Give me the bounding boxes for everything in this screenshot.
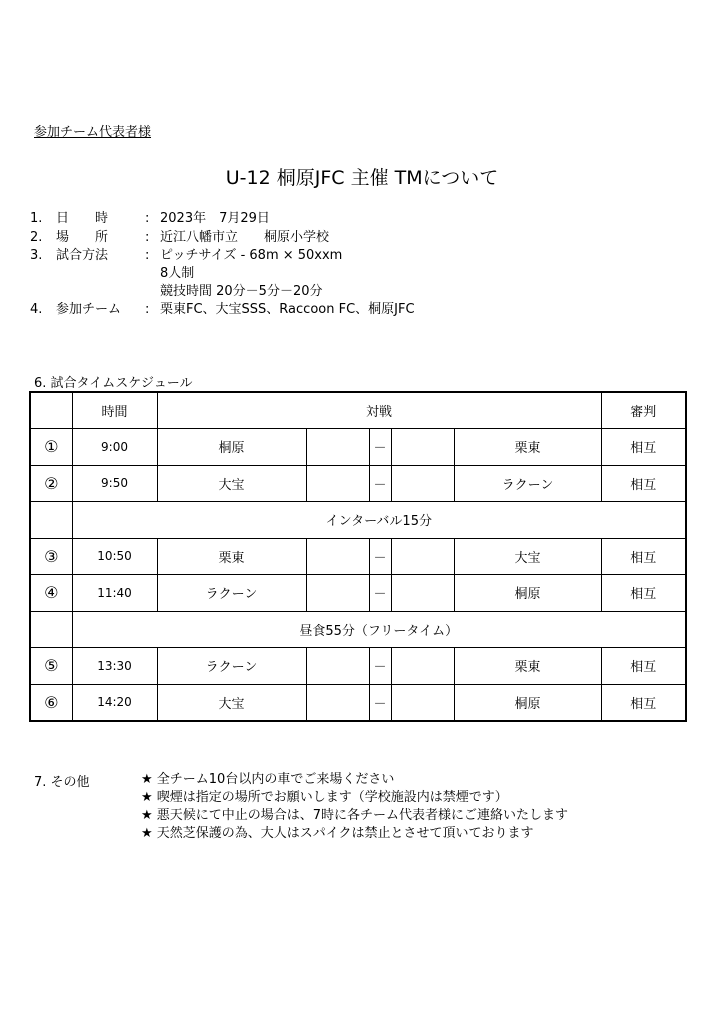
match-time: 10:50: [72, 538, 157, 575]
score-dash: －: [369, 648, 391, 685]
addressee: 参加チーム代表者様: [34, 125, 152, 140]
info-colon: :: [145, 302, 150, 317]
other-heading: 7. その他: [34, 775, 90, 790]
break-blank: [30, 502, 72, 539]
home-score: [306, 429, 369, 466]
referee: 相互: [601, 465, 686, 502]
note-item: ★ 喫煙は指定の場所でお願いします（学校施設内は禁煙です）: [141, 790, 508, 805]
note-item: ★ 天然芝保護の為、大人はスパイクは禁止とさせて頂いております: [141, 826, 534, 841]
info-colon: :: [145, 211, 150, 226]
referee: 相互: [601, 684, 686, 721]
home-score: [306, 538, 369, 575]
lunch-label: 昼食55分（フリータイム）: [72, 611, 686, 648]
table-row: [30, 575, 686, 612]
home-team: ラクーン: [157, 648, 306, 685]
home-score: [306, 465, 369, 502]
score-dash: －: [369, 575, 391, 612]
break-row: [30, 611, 686, 648]
match-number: ③: [30, 538, 72, 575]
score-dash: －: [369, 429, 391, 466]
away-score: [391, 575, 454, 612]
header-match: 対戦: [157, 392, 601, 429]
match-time: 11:40: [72, 575, 157, 612]
away-team: 栗東: [454, 648, 601, 685]
header-blank: [30, 392, 72, 429]
info-value: 近江八幡市立 桐原小学校: [160, 230, 330, 245]
home-team: 大宝: [157, 684, 306, 721]
match-number: ②: [30, 465, 72, 502]
table-row: [30, 465, 686, 502]
info-value: 栗東FC、大宝SSS、Raccoon FC、桐原JFC: [160, 302, 415, 317]
table-row: [30, 684, 686, 721]
info-num: 3.: [30, 248, 43, 263]
table-row: [30, 648, 686, 685]
score-dash: －: [369, 538, 391, 575]
info-colon: :: [145, 248, 150, 263]
home-score: [306, 648, 369, 685]
match-time: 14:20: [72, 684, 157, 721]
schedule-title: 6. 試合タイムスケジュール: [34, 376, 193, 391]
away-score: [391, 465, 454, 502]
header-time: 時間: [72, 392, 157, 429]
match-number: ④: [30, 575, 72, 612]
info-label: 場 所: [56, 230, 109, 245]
score-dash: －: [369, 684, 391, 721]
match-time: 9:00: [72, 429, 157, 466]
info-num: 1.: [30, 211, 43, 226]
info-num: 4.: [30, 302, 43, 317]
header-referee: 審判: [601, 392, 686, 429]
away-score: [391, 684, 454, 721]
match-time: 9:50: [72, 465, 157, 502]
match-number: ⑥: [30, 684, 72, 721]
note-item: ★ 全チーム10台以内の車でご来場ください: [141, 772, 395, 787]
home-team: 大宝: [157, 465, 306, 502]
away-team: 桐原: [454, 575, 601, 612]
schedule-table: [29, 391, 687, 722]
referee: 相互: [601, 575, 686, 612]
table-row: [30, 538, 686, 575]
away-team: ラクーン: [454, 465, 601, 502]
break-blank: [30, 611, 72, 648]
score-dash: －: [369, 465, 391, 502]
info-value: 2023年 7月29日: [160, 211, 270, 226]
info-value: ピッチサイズ - 68m × 50xxm: [160, 248, 343, 263]
table-row: [30, 429, 686, 466]
home-score: [306, 684, 369, 721]
away-score: [391, 538, 454, 575]
referee: 相互: [601, 429, 686, 466]
method-players: 8人制: [160, 266, 195, 281]
page-title: U-12 桐原JFC 主催 TMについて: [225, 167, 499, 189]
referee: 相互: [601, 538, 686, 575]
away-score: [391, 648, 454, 685]
away-team: 桐原: [454, 684, 601, 721]
referee: 相互: [601, 648, 686, 685]
interval-label: インターバル15分: [72, 502, 686, 539]
home-team: ラクーン: [157, 575, 306, 612]
method-duration: 競技時間 20分－5分－20分: [160, 284, 323, 299]
away-score: [391, 429, 454, 466]
match-number: ⑤: [30, 648, 72, 685]
info-num: 2.: [30, 230, 43, 245]
info-label: 参加チーム: [56, 302, 122, 317]
info-label: 試合方法: [56, 248, 109, 263]
info-colon: :: [145, 230, 150, 245]
away-team: 栗東: [454, 429, 601, 466]
info-label: 日 時: [56, 211, 109, 226]
home-team: 栗東: [157, 538, 306, 575]
table-header-row: [30, 392, 686, 429]
away-team: 大宝: [454, 538, 601, 575]
match-time: 13:30: [72, 648, 157, 685]
home-team: 桐原: [157, 429, 306, 466]
note-item: ★ 悪天候にて中止の場合は、7時に各チーム代表者様にご連絡いたします: [141, 808, 569, 823]
break-row: [30, 502, 686, 539]
home-score: [306, 575, 369, 612]
match-number: ①: [30, 429, 72, 466]
